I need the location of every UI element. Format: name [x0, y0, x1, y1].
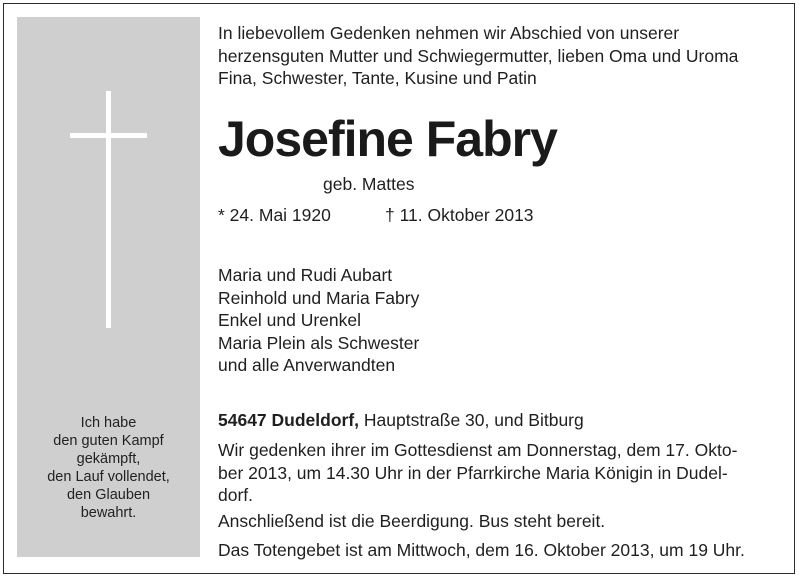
service-line: dorf. [218, 485, 254, 505]
birth-name: geb. Mattes [323, 174, 415, 194]
service-line: Wir gedenken ihrer im Gottesdienst am Donnerstag, dem 17. Okto- [218, 440, 738, 460]
burial-info: Anschließend ist die Beerdigung. Bus steht bereit. [218, 511, 606, 531]
death-date: † 11. Oktober 2013 [385, 205, 534, 225]
address [218, 409, 783, 432]
mourner-line: Enkel und Urenkel [218, 310, 361, 330]
address-street: Hauptstraße 30, und Bitburg [359, 410, 584, 430]
mourners-list [218, 264, 783, 377]
quote-line: den Lauf vollendet, [47, 469, 170, 485]
mourner-line: und alle Anverwandten [218, 355, 396, 375]
quote-line: gekämpft, [76, 451, 141, 467]
bible-quote [17, 414, 200, 522]
quote-line: den Glauben [66, 487, 151, 503]
service-info [218, 439, 783, 507]
prayer-info: Das Totengebet ist am Mittwoch, dem 16. Oktober 2013, um 19 Uhr. [218, 540, 745, 560]
deceased-name: Josefine Fabry [218, 111, 557, 167]
mourner-line: Reinhold und Maria Fabry [218, 287, 420, 308]
quote-line: Ich habe [80, 415, 137, 431]
intro-line: herzensguten Mutter und Schwiegermutter, lieben Oma und Uroma [218, 45, 739, 66]
birth-date: * 24. Mai 1920 [218, 205, 331, 225]
mourner-line: Maria Plein als Schwester [218, 332, 420, 353]
quote-line: den guten Kampf [53, 433, 164, 449]
intro-line: Fina, Schwester, Tante, Kusine und Patin [218, 68, 537, 88]
address-place: 54647 Dudeldorf, [218, 410, 360, 430]
mourner-line: Maria und Rudi Aubart [218, 265, 393, 285]
quote-line: bewahrt. [80, 505, 137, 521]
intro-line: In liebevollem Gedenken nehmen wir Abschied von unserer [218, 23, 680, 43]
cross-icon [106, 91, 111, 328]
service-line: ber 2013, um 14.30 Uhr in der Pfarrkirche Maria Königin in Dudel- [218, 462, 728, 483]
intro-text [218, 22, 783, 90]
cross-icon-bar [70, 133, 147, 138]
